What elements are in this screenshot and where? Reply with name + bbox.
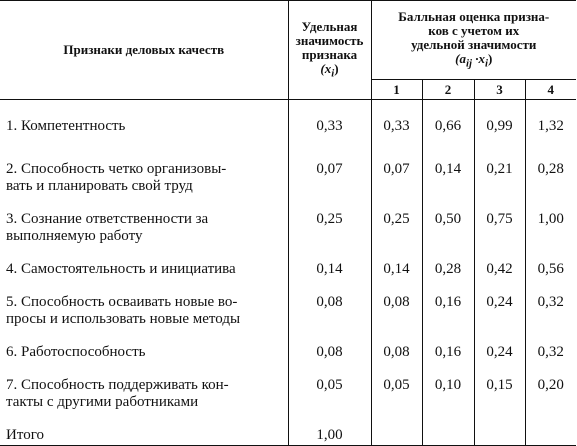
- row-score-2: 0,28: [422, 245, 474, 278]
- table-row: [0, 361, 576, 411]
- row-score-1: 0,25: [371, 195, 422, 245]
- row-score-3: 0,24: [474, 328, 525, 361]
- row-score-2: 0,66: [422, 100, 474, 145]
- subheader-2: 2: [422, 80, 474, 100]
- row-name: [0, 245, 288, 278]
- table-row: [0, 328, 576, 361]
- row-weight: 0,08: [288, 278, 371, 328]
- score-formula-ij: ij: [465, 57, 472, 70]
- row-score-4: 1,00: [537, 210, 564, 227]
- table-row: [0, 145, 576, 195]
- total-score-2: [422, 411, 474, 446]
- header-weight: [288, 1, 371, 100]
- row-score-4: 0,56: [537, 260, 564, 277]
- row-score-3: 0,21: [474, 145, 525, 195]
- score-formula-a: (a: [455, 50, 466, 66]
- row-name-line1: 3. Сознание ответственности за: [6, 210, 209, 227]
- row-weight: 0,08: [288, 328, 371, 361]
- row-score-1: 0,07: [371, 145, 422, 195]
- row-score-3: 0,15: [474, 361, 525, 411]
- row-score-4: 1,32: [537, 118, 564, 134]
- row-score-4: 0,32: [537, 293, 564, 310]
- row-name-line2: просы и использовать новые методы: [6, 310, 241, 327]
- subheader-1: 1: [371, 80, 422, 100]
- subheader-4: 4: [525, 80, 576, 100]
- row-name-line1: 2. Способность четко организовы-: [6, 160, 227, 177]
- row-name-line2: вать и планировать свой труд: [6, 177, 193, 194]
- total-weight: 1,00: [288, 411, 371, 446]
- header-score: [371, 1, 576, 80]
- row-score-3: 0,75: [474, 195, 525, 245]
- total-score-4: [525, 411, 576, 446]
- header-weight-line1: Удельная: [301, 18, 358, 34]
- header-score-line2: ков с учетом их: [428, 22, 520, 38]
- header-feature-label: Признаки деловых качеств: [63, 42, 225, 57]
- row-score-2: 0,14: [422, 145, 474, 195]
- row-score-1: 0,05: [371, 361, 422, 411]
- row-weight: 0,05: [288, 361, 371, 411]
- row-name-line2: выполняемую работу: [6, 227, 143, 244]
- score-formula-i: i: [485, 57, 489, 70]
- row-name: [0, 100, 288, 145]
- header-score-formula: [455, 50, 493, 70]
- row-name-line1: 1. Компетентность: [6, 118, 126, 134]
- row-score-3: 0,99: [474, 100, 525, 145]
- row-score-3: 0,24: [474, 278, 525, 328]
- score-formula-x: ·x: [472, 50, 485, 66]
- header-score-line3: удельной значимости: [411, 36, 537, 52]
- row-weight: 0,25: [288, 195, 371, 245]
- weight-formula-close: ): [334, 60, 339, 76]
- header-feature: [0, 1, 288, 100]
- row-score-4: 0,20: [537, 376, 564, 393]
- table-row: [0, 100, 576, 145]
- row-score-2: 0,10: [422, 361, 474, 411]
- subheader-3: 3: [474, 80, 525, 100]
- header-weight-line2: значимость: [295, 32, 364, 48]
- header-score-line1: Балльная оценка призна-: [398, 8, 550, 24]
- row-name: [0, 278, 288, 328]
- row-score-1: 0,33: [371, 100, 422, 145]
- total-row: [0, 411, 576, 446]
- row-score-4: 0,28: [537, 160, 564, 177]
- weight-formula-sub: i: [331, 67, 335, 80]
- row-name: [0, 361, 288, 411]
- row-score-2: 0,50: [422, 195, 474, 245]
- header-weight-line3: признака: [301, 46, 358, 62]
- row-name-line1: 5. Способность осваивать новые во-: [6, 293, 238, 310]
- row-weight: 0,14: [288, 245, 371, 278]
- row-score-1: 0,08: [371, 278, 422, 328]
- row-name-line1: 4. Самостоятельность и инициатива: [6, 260, 236, 277]
- row-name: [0, 195, 288, 245]
- weight-formula-x: (x: [320, 60, 332, 76]
- total-score-1: [371, 411, 422, 446]
- total-label: Итого: [0, 411, 288, 446]
- row-weight: 0,33: [288, 100, 371, 145]
- row-weight: 0,07: [288, 145, 371, 195]
- total-score-3: [474, 411, 525, 446]
- table-row: [0, 195, 576, 245]
- row-name-line1: 6. Работоспособность: [6, 343, 146, 360]
- row-score-1: 0,14: [371, 245, 422, 278]
- row-name-line1: 7. Способность поддерживать кон-: [6, 376, 229, 393]
- row-score-1: 0,08: [371, 328, 422, 361]
- header-weight-formula: [320, 60, 339, 80]
- row-score-2: 0,16: [422, 328, 474, 361]
- row-score-4: 0,32: [537, 343, 564, 360]
- row-name: [0, 328, 288, 361]
- row-score-2: 0,16: [422, 278, 474, 328]
- table-row: [0, 245, 576, 278]
- row-score-3: 0,42: [474, 245, 525, 278]
- row-name: [0, 145, 288, 195]
- score-formula-close: ): [488, 50, 493, 66]
- row-name-line2: такты с другими работниками: [6, 393, 199, 410]
- table-row: [0, 278, 576, 328]
